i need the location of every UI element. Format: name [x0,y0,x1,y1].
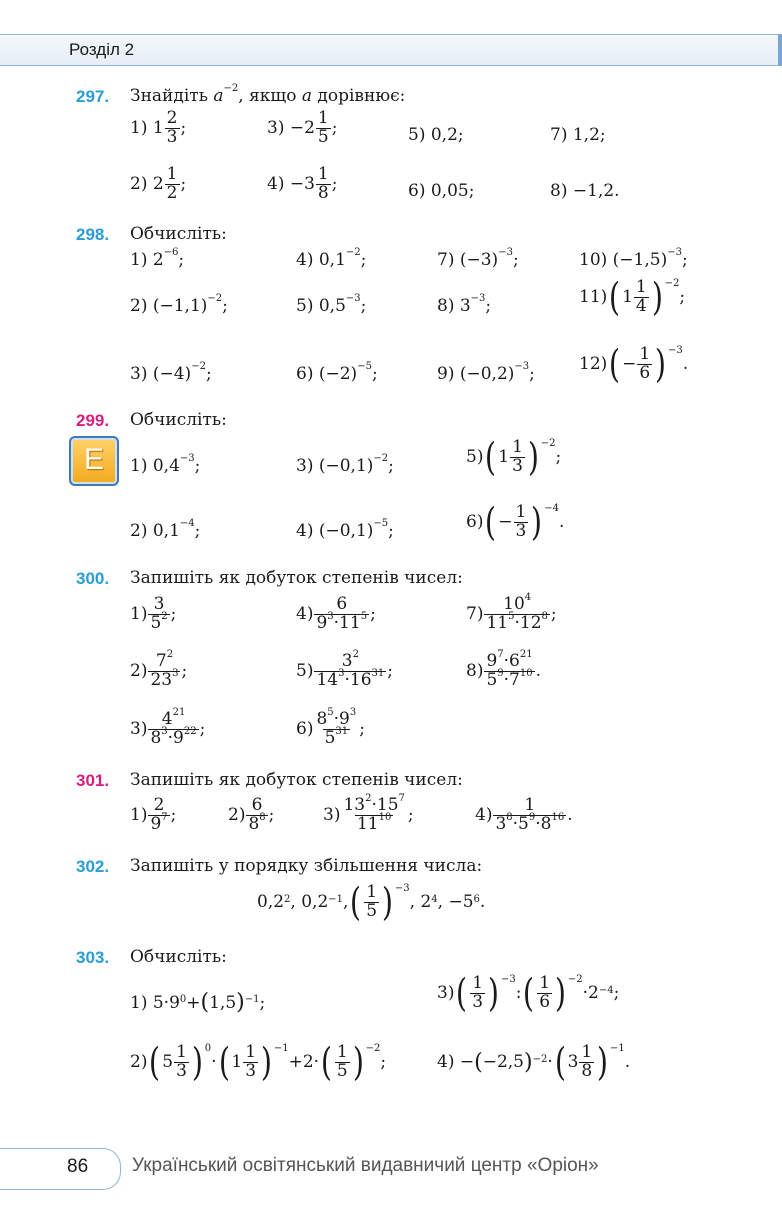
ex298-item-10: 10) $(-1,5)^{-3}$; [579,247,688,270]
ex298-item-8: 8) $3^{-3}$; [437,293,492,316]
ex300-item-3: 3) $4^{21}$ $8^3\cdot 9^{22}$ ; [130,707,206,748]
ex297-item-7: 7) 1,2; [550,125,606,145]
exercise-number-297: 297. [76,87,110,106]
ex303-item-3: 3) ( 1 3 ) $^{-3}$ : ( 1 6 ) $^{-2}$ ·2 $^{-4}$ ; [437,971,620,1015]
ex297-item-3: 3) −2 1 5 ; [267,108,338,147]
ex300-item-2: 2) $7^2$ $23^3$ ; [130,649,188,690]
page-number: 86 [67,1156,89,1177]
ex298-item-9: 9) $(-0,2)^{-3}$; [437,361,535,384]
ex300-item-5: 5) $3^2$ $14^3\cdot 16^{31}$ ; [296,649,393,690]
exercise-title-300: Запишіть як добуток степенів чисел: [130,568,463,588]
exercise-number-300: 300. [76,569,110,588]
exercise-number-298: 298. [76,225,110,244]
exercise-title-302: Запишіть у порядку збільшення числа: [130,856,483,876]
ex298-item-4: 4) $0,1^{-2}$; [296,247,367,270]
ex303-item-1: 1) 5·9 $^0$ + ( 1,5 ) $^{-1}$ ; [130,990,266,1015]
ex300-item-6: 6) $8^5\cdot 9^3$ $5^{31}$ ; [296,707,365,748]
exercise-title-303: Обчисліть: [130,947,227,967]
ex298-item-12: 12) ( − 1 6 ) $^{-3}$ . [579,342,689,386]
ex301-item-1: 1) 2 $9^7$ ; [130,795,177,834]
e-level-badge-icon: E [69,436,119,486]
exercise-title-299: Обчисліть: [130,410,227,430]
ex300-item-7: 7) $10^4$ $11^5\cdot 12^8$ ; [466,592,557,633]
exercise-number-303: 303. [76,948,110,967]
ex298-item-5: 5) $0,5^{-3}$; [296,293,367,316]
ex299-item-3: 3) $(-0,1)^{-2}$; [296,453,394,476]
ex303-item-2: 2) ( 5 1 3 ) $^0$ · ( 1 1 3 ) $^{-1}$ +2· ( 1 5 ) $^{-2}$ ; [130,1040,387,1084]
ex299-item-4: 4) $(-0,1)^{-5}$; [296,518,394,541]
ex299-item-1: 1) $0,4^{-3}$; [130,453,201,476]
ex301-item-4: 4) 1 $3^8\cdot 5^9\cdot 8^{16}$ . [475,795,573,834]
ex298-item-3: 3) $(-4)^{-2}$; [130,361,212,384]
exercise-number-301: 301. [76,771,110,790]
exercise-title-298: Обчисліть: [130,224,227,244]
ex299-item-6: 6) ( − 1 3 ) $^{-4}$ . [466,500,565,544]
ex297-item-6: 6) 0,05; [408,181,475,201]
ex297-item-1: 1) 1 2 3 ; [130,108,187,147]
exercise-title-301: Запишіть як добуток степенів чисел: [130,770,463,790]
ex298-item-6: 6) $(-2)^{-5}$; [296,361,378,384]
ex297-item-4: 4) −3 1 8 ; [267,164,338,203]
page-header [0,34,782,66]
ex298-item-2: 2) $(-1,1)^{-2}$; [130,293,228,316]
page-number-tab [0,1148,121,1190]
ex297-item-5: 5) 0,2; [408,125,464,145]
ex299-item-2: 2) $0,1^{-4}$; [130,518,201,541]
exercise-number-299: 299. [76,411,110,430]
ex298-item-11: 11) ( 1 1 4 ) $^{-2}$ ; [579,275,686,319]
ex298-item-1: 1) $2^{-6}$; [130,247,185,270]
ex301-item-2: 2) 6 $8^8$ ; [228,795,275,834]
ex301-item-3: 3) $13^2\cdot 15^7$ $11^{10}$ ; [323,793,414,834]
exercise-number-302: 302. [76,857,110,876]
exercise-title-297: Знайдіть $a^{-2}$, якщо a дорівнює: [130,83,406,106]
ex300-item-1: 1) 3 $5^2$ ; [130,594,177,633]
ex297-item-8: 8) −1,2. [550,181,620,201]
ex297-item-2: 2) 2 1 2 ; [130,164,187,203]
ex300-item-8: 8) $9^7\cdot 6^{21}$ $5^9\cdot 7^{10}$ . [466,649,542,690]
ex303-item-4: 4) − ( −2,5 ) $^{-2}$ · ( 3 1 8 ) $^{-1}$ . [437,1040,631,1084]
ex300-item-4: 4) 6 $9^3\cdot 11^5$ ; [296,594,376,633]
ex298-item-7: 7) $(-3)^{-3}$; [437,247,519,270]
ex302-expression: 0,2 $^2$ , 0,2 $^{-1}$ , ( 1 5 ) $^{-3}$ , 2 $^4$ , −5 $^6$ . [257,880,486,924]
ex299-item-5: 5) ( 1 1 3 ) $^{-2}$ ; [466,435,562,479]
section-label: Розділ 2 [69,40,135,59]
publisher-line: Український освітянський видавничий центр «Оріон» [132,1155,599,1176]
